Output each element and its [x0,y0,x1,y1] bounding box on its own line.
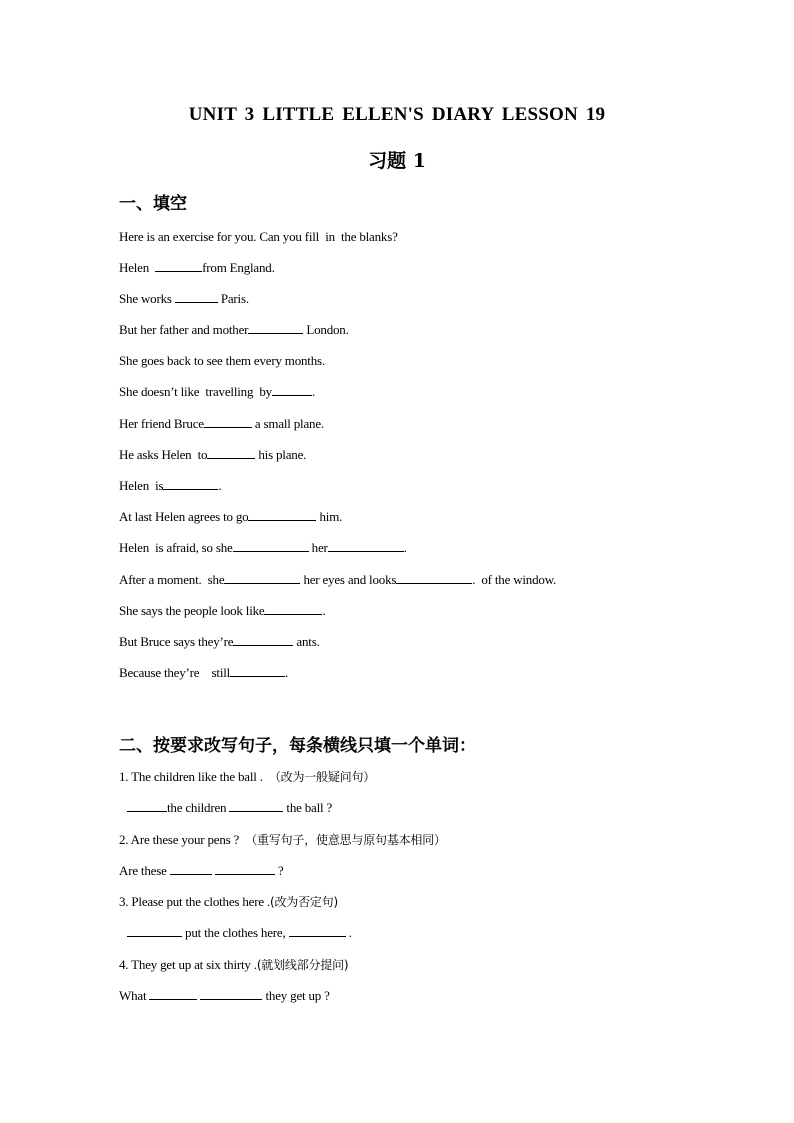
answer-blank[interactable] [149,988,197,1000]
answer-line-2: Are these ? [119,863,284,878]
answer-blank[interactable] [264,603,322,615]
answer-blank[interactable] [233,540,309,552]
question-4: 4. They get up at six thirty .(就划线部分提问) [119,957,349,972]
answer-blank[interactable] [170,863,212,875]
answer-blank[interactable] [200,988,262,1000]
answer-blank[interactable] [230,665,285,677]
answer-blank[interactable] [127,800,167,812]
answer-line-3: put the clothes here, . [127,925,352,941]
answer-blank[interactable] [204,416,252,428]
question-1-instruction: （改为一般疑问句） [268,770,376,784]
answer-blank[interactable] [272,384,312,396]
exercise-line-4: She goes back to see them every months. [119,353,325,368]
answer-line-4: What they get up ? [119,988,330,1003]
answer-blank[interactable] [127,925,182,937]
question-3: 3. Please put the clothes here .(改为否定句) [119,894,338,909]
question-4-instruction: (就划线部分提问) [256,958,349,972]
exercise-line-12: She says the people look like . [119,603,326,618]
question-1: 1. The children like the ball . （改为一般疑问句） [119,769,376,784]
exercise-line-9: At last Helen agrees to go him. [119,509,343,524]
answer-blank[interactable] [215,863,275,875]
exercise-line-6: Her friend Bruce a small plane. [119,416,324,431]
answer-blank[interactable] [224,572,300,584]
exercise-line-14: Because they’re still . [119,665,289,680]
answer-blank[interactable] [248,322,303,334]
document-subtitle: 习题 1 [368,150,426,172]
answer-blank[interactable] [229,800,283,812]
question-2: 2. Are these your pens ? （重写句子，使意思与原句基本相同） [119,832,446,847]
section-2-heading: 二、按要求改写句子，每条横线只填一个单词： [119,736,476,756]
exercise-line-1: Helen from England. [119,260,275,275]
answer-blank[interactable] [233,634,293,646]
exercise-line-3: But her father and mother London. [119,322,349,337]
document-title: UNIT 3 LITTLE ELLEN'S DIARY LESSON 19 [188,104,606,125]
section-1-heading: 一、填空 [119,194,187,214]
question-2-instruction: （重写句子，使意思与原句基本相同） [245,833,446,847]
exercise-intro: Here is an exercise for you. Can you fill in the blanks? [119,229,398,244]
exercise-line-5: She doesn’t like travelling by . [119,384,316,399]
exercise-line-10: Helen is afraid, so she her . [119,540,407,555]
exercise-line-7: He asks Helen to his plane. [119,447,307,462]
exercise-line-8: Helen is . [119,478,222,493]
answer-blank[interactable] [207,447,255,459]
answer-line-1: the children the ball ? [127,800,332,816]
answer-blank[interactable] [289,925,346,937]
exercise-line-2: She works Paris. [119,291,249,306]
answer-blank[interactable] [163,478,218,490]
question-3-instruction: (改为否定句) [270,895,338,909]
answer-blank[interactable] [155,260,202,272]
exercise-line-11: After a moment. she her eyes and looks . of the window. [119,572,557,587]
answer-blank[interactable] [175,291,218,303]
exercise-line-13: But Bruce says they’re ants. [119,634,320,649]
answer-blank[interactable] [248,509,316,521]
answer-blank[interactable] [396,572,472,584]
answer-blank[interactable] [328,540,404,552]
